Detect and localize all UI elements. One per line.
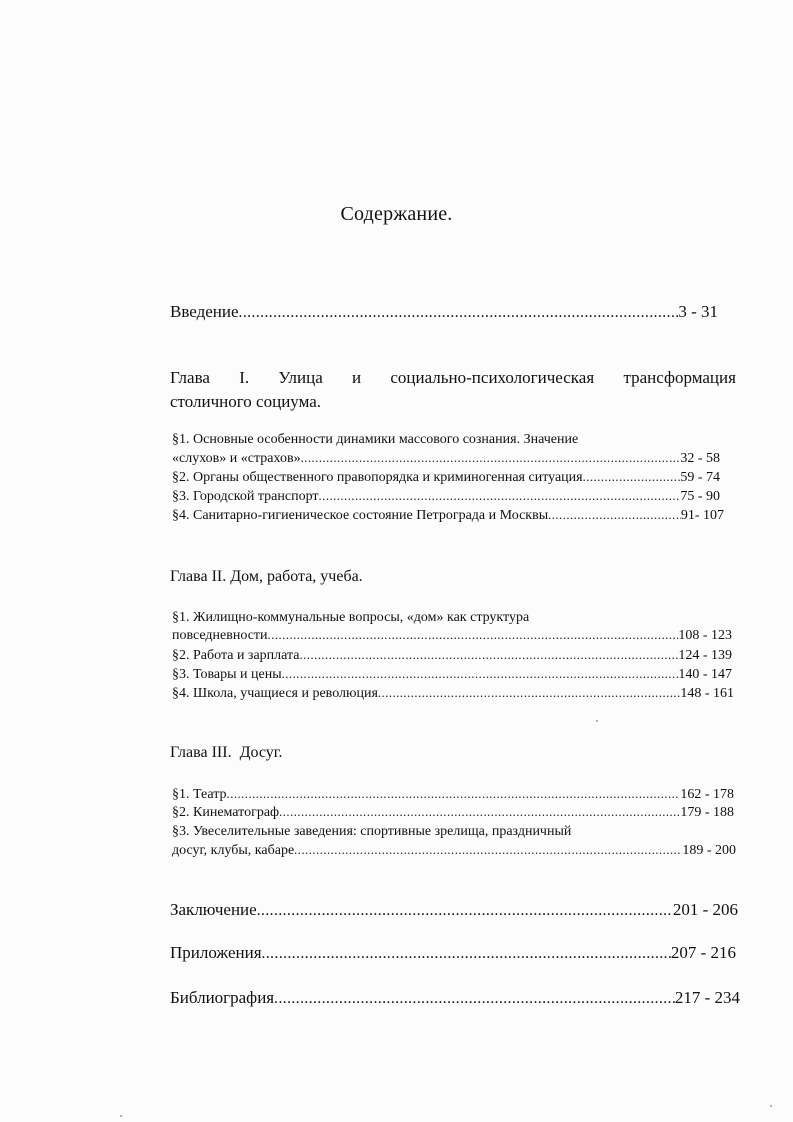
ch3-section3-line1: §3. Увеселительные заведения: спортивные зрелища, праздничный [172,824,572,839]
leader-dots [279,805,680,820]
leader-dots [274,990,675,1008]
toc-entry-ch2-s1 [172,628,732,644]
chapter-1-heading [170,368,736,412]
toc-entry-bibliography [170,988,740,1008]
leader-dots [319,489,681,504]
toc-entry-ch1-s3 [172,489,720,505]
toc-entry-conclusion [170,900,738,920]
toc-entry-label: §4. Школа, учащиеся и революция [172,686,378,701]
toc-entry-pages: 91- 107 [680,508,724,523]
chapter-1-heading-line1 [170,368,736,388]
toc-entry-label: §2. Работа и зарплата [172,648,300,663]
toc-entry-label: Библиография [170,988,275,1007]
toc-entry-ch2-s3 [172,667,732,683]
leader-dots [239,304,679,322]
page-title: Содержание. [340,203,453,225]
toc-entry-pages: 124 - 139 [678,648,732,663]
leader-dots [300,648,679,663]
chapter-1-word: Глава [170,368,210,387]
toc-entry-label: Заключение [170,900,257,919]
toc-entry-label: §3. Городской транспорт [172,489,319,504]
chapter-1-word: трансформация [623,368,736,387]
toc-entry-ch1-s1 [172,451,720,467]
chapter-3-heading: Глава III. Досуг. [170,744,283,761]
toc-entry-ch1-s2 [172,470,720,486]
chapter-2-heading: Глава II. Дом, работа, учеба. [170,568,363,585]
toc-entry-pages: 179 - 188 [680,805,734,820]
toc-entry-ch3-s1 [172,787,734,803]
toc-entry-label: Приложения [170,943,262,962]
ch2-section1-line1: §1. Жилищно-коммунальные вопросы, «дом» как структура [172,610,530,625]
toc-entry-pages: 148 - 161 [680,686,734,701]
scan-speck [596,720,598,722]
toc-entry-label: §2. Кинематограф [172,805,280,820]
leader-dots [548,508,681,523]
toc-entry-ch3-s2 [172,805,734,821]
toc-entry-label: Введение [170,302,239,321]
leader-dots [301,451,681,466]
toc-entry-label: §1. Театр [172,787,227,802]
scan-speck [120,1115,122,1117]
toc-entry-pages: 3 - 31 [678,302,718,321]
chapter-1-word: социально-психологическая [390,368,595,387]
chapter-1-word: и [352,368,362,387]
toc-entry-appendix [170,943,736,963]
toc-entry-label: §2. Органы общественного правопорядка и криминогенная ситуация [172,470,583,485]
toc-entry-pages: 201 - 206 [672,900,738,919]
chapter-1-word: Улица [278,368,323,387]
toc-entry-label: «слухов» и «страхов» [172,451,301,466]
toc-entry-pages: 162 - 178 [680,787,734,802]
toc-entry-label: §3. Товары и цены [172,667,282,682]
chapter-1-word: I. [239,368,250,387]
toc-entry-ch2-s4 [172,686,734,702]
chapter-1-heading-line2: столичного социума. [170,392,322,411]
toc-entry-label: повседневности [172,628,268,643]
toc-entry-ch1-s4 [172,508,724,524]
leader-dots [378,686,680,701]
toc-entry-pages: 189 - 200 [682,843,736,858]
leader-dots [294,843,682,858]
toc-entry-pages: 217 - 234 [674,988,740,1007]
toc-entry-pages: 59 - 74 [680,470,720,485]
toc-entry-ch2-s2 [172,648,732,664]
ch1-section1-line1: §1. Основные особенности динамики массового сознания. Значение [172,432,579,447]
toc-entry-pages: 75 - 90 [680,489,720,504]
leader-dots [583,470,681,485]
toc-entry-label: §4. Санитарно-гигиеническое состояние Петрограда и Москвы [172,508,549,523]
toc-entry-pages: 207 - 216 [670,943,736,962]
toc-entry-pages: 108 - 123 [678,628,732,643]
leader-dots [268,628,679,643]
toc-entry-intro [170,302,718,322]
toc-entry-pages: 140 - 147 [678,667,732,682]
scan-speck [770,1105,772,1107]
leader-dots [282,667,679,682]
toc-entry-pages: 32 - 58 [680,451,720,466]
leader-dots [262,945,671,963]
toc-entry-ch3-s3 [172,843,736,859]
leader-dots [257,902,673,920]
toc-entry-label: досуг, клубы, кабаре [172,843,295,858]
leader-dots [227,787,681,802]
